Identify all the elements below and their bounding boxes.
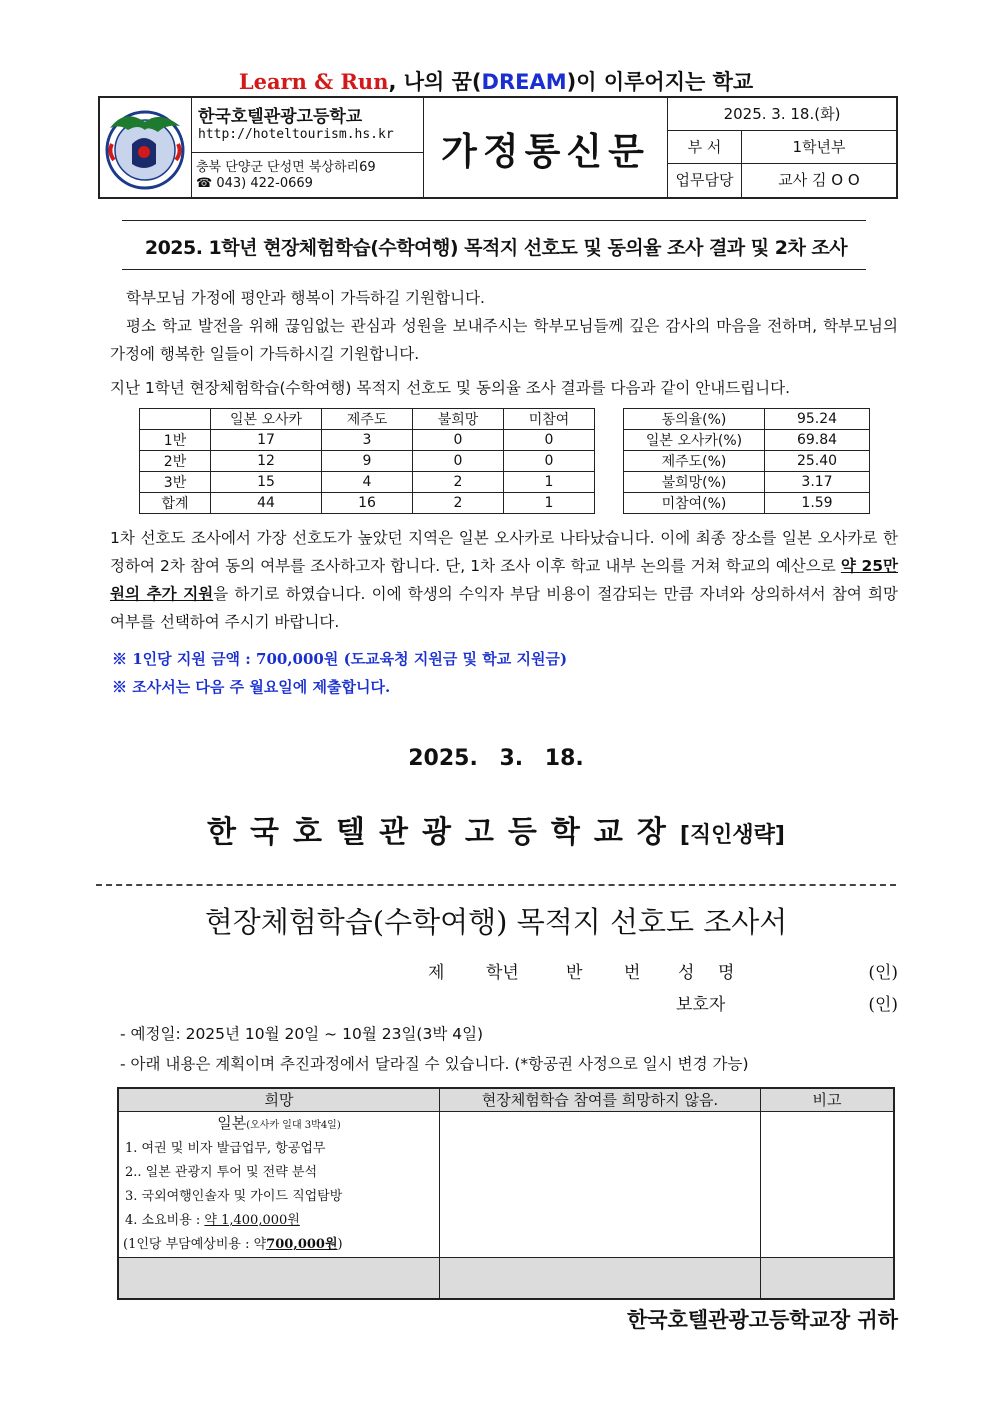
results-cell: 9 bbox=[322, 451, 413, 472]
student-seal: (인) bbox=[868, 963, 898, 983]
slogan-text: , 나의 꿈( bbox=[388, 70, 482, 94]
manager-label: 업무담당 bbox=[668, 164, 742, 197]
rate-value: 3.17 bbox=[765, 472, 870, 493]
slogan-dream: DREAM bbox=[481, 70, 567, 94]
results-header-cell: 일본 오사카 bbox=[211, 409, 322, 430]
option-title: 일본 bbox=[217, 1114, 247, 1132]
results-cell: 44 bbox=[211, 493, 322, 514]
rate-label: 불희망(%) bbox=[624, 472, 765, 493]
table-row bbox=[624, 493, 870, 514]
results-cell: 0 bbox=[504, 430, 595, 451]
results-cell: 3 bbox=[322, 430, 413, 451]
cost-value: 약 1,400,000원 bbox=[204, 1213, 300, 1228]
divider bbox=[192, 152, 424, 153]
table-row bbox=[624, 430, 870, 451]
principal-signature bbox=[0, 807, 992, 851]
burden-value: 700,000원 bbox=[266, 1237, 338, 1252]
results-cell: 0 bbox=[413, 451, 504, 472]
burden-label: (1인당 부담예상비용 : 약 bbox=[123, 1237, 267, 1252]
cost-label: 4. 소요비용 : bbox=[125, 1213, 205, 1228]
col-not-hope: 현장체험학습 참여를 희망하지 않음. bbox=[440, 1088, 761, 1112]
subject-title: 2025. 1학년 현장체험학습(수학여행) 목적지 선호도 및 동의율 조사 결과 및 2차 조사 bbox=[144, 237, 848, 259]
col-hope: 희망 bbox=[118, 1088, 440, 1112]
intro-paragraph: 지난 1학년 현장체험학습(수학여행) 목적지 선호도 및 동의율 조사 결과를 다음과 같이 안내드립니다. bbox=[110, 379, 791, 397]
rate-label: 제주도(%) bbox=[624, 451, 765, 472]
schedule: - 예정일: 2025년 10월 20일 ~ 10월 23일(3박 4일) bbox=[120, 1025, 484, 1043]
option-subtitle: (오사카 일대 3박4일) bbox=[246, 1120, 341, 1131]
check-not-hope-cell[interactable] bbox=[440, 1258, 761, 1300]
main-paragraph bbox=[110, 524, 898, 636]
grade-field-class: 반 bbox=[566, 963, 583, 983]
option-cost bbox=[119, 1209, 439, 1233]
greeting-2: 평소 학교 발전을 위해 끊임없는 관심과 성원을 보내주시는 학부모님들께 깊은 감사의 마음을 전하며, 학부모님의 가정에 행복한 일들이 가득하시길 기원합니다. bbox=[110, 317, 898, 363]
grade-field-number: 번 bbox=[624, 963, 641, 983]
survey-title: 현장체험학습(수학여행) 목적지 선호도 조사서 bbox=[204, 905, 788, 939]
table-row bbox=[624, 409, 870, 430]
dept-value: 1학년부 bbox=[742, 131, 896, 164]
results-header-cell bbox=[140, 409, 211, 430]
results-cell: 4 bbox=[322, 472, 413, 493]
school-info bbox=[192, 98, 424, 197]
letter-header bbox=[98, 96, 898, 199]
rate-value: 69.84 bbox=[765, 430, 870, 451]
note-deadline: ※ 조사서는 다음 주 월요일에 제출합니다. bbox=[112, 678, 391, 696]
footer-date: 2025. 3. 18. bbox=[408, 746, 584, 771]
main-text: 1차 선호도 조사에서 가장 선호도가 높았던 지역은 일본 오사카로 나타났습니다. 이에 최종 장소를 일본 오사카로 한정하여 2차 참여 동의 여부를 조사하고자 합니다. 단, 1차 조사 이후 학교 내부 논의를 거쳐 학교의 예산으로 bbox=[110, 529, 898, 575]
table-row bbox=[140, 451, 595, 472]
option-japan-cell[interactable] bbox=[118, 1112, 440, 1258]
table-row bbox=[624, 472, 870, 493]
subject-rule-bottom bbox=[122, 269, 866, 270]
school-name: 한국호텔관광고등학교 bbox=[198, 107, 363, 127]
slogan bbox=[0, 66, 992, 96]
school-phone: ☎ 043) 422-0669 bbox=[196, 176, 313, 191]
results-cell: 합계 bbox=[140, 493, 211, 514]
col-remarks: 비고 bbox=[761, 1088, 895, 1112]
results-header-cell: 불희망 bbox=[413, 409, 504, 430]
rates-table bbox=[623, 408, 870, 514]
table-row bbox=[624, 451, 870, 472]
check-remarks-cell[interactable] bbox=[761, 1258, 895, 1300]
grade-field-je: 제 bbox=[428, 963, 445, 983]
school-logo bbox=[100, 98, 192, 197]
seal-omitted: [직인생략] bbox=[679, 823, 785, 848]
burden-end: ) bbox=[337, 1237, 343, 1252]
school-address: 충북 단양군 단성면 북상하리69 bbox=[196, 160, 376, 175]
results-cell: 2 bbox=[413, 493, 504, 514]
guardian-seal: (인) bbox=[868, 995, 898, 1015]
support-highlight: 약 25만원의 추가 지원 bbox=[110, 557, 899, 603]
note-support-amount: ※ 1인당 지원 금액 : 700,000원 (도교육청 지원금 및 학교 지원금) bbox=[112, 650, 568, 668]
table-row bbox=[140, 472, 595, 493]
results-cell: 15 bbox=[211, 472, 322, 493]
results-cell: 0 bbox=[413, 430, 504, 451]
slogan-text-end: )이 이루어지는 학교 bbox=[566, 70, 754, 94]
results-cell: 2 bbox=[413, 472, 504, 493]
manager-value: 교사 김 O O bbox=[778, 171, 860, 189]
table-row bbox=[140, 493, 595, 514]
option-item: 3. 국외여행인솔자 및 가이드 직업탐방 bbox=[125, 1189, 343, 1204]
document-title: 가정통신문 bbox=[424, 98, 668, 197]
rate-value: 95.24 bbox=[765, 409, 870, 430]
table-row bbox=[140, 430, 595, 451]
option-title-line bbox=[119, 1112, 439, 1137]
school-url[interactable]: http://hoteltourism.hs.kr bbox=[198, 127, 394, 142]
results-cell: 3반 bbox=[140, 472, 211, 493]
results-cell: 12 bbox=[211, 451, 322, 472]
rate-label: 미참여(%) bbox=[624, 493, 765, 514]
option-burden bbox=[119, 1233, 439, 1257]
cut-line bbox=[96, 884, 896, 886]
option-item: 1. 여권 및 비자 발급업무, 항공업무 bbox=[125, 1141, 326, 1156]
results-cell: 1 bbox=[504, 472, 595, 493]
main-text-end: 을 하기로 하였습니다. 이에 학생의 수익자 부담 비용이 절감되는 만큼 자녀와 상의하셔서 참여 희망 여부를 선택하여 주시기 바랍니다. bbox=[110, 585, 898, 631]
guardian-label: 보호자 bbox=[676, 995, 726, 1015]
grade-field-grade: 학년 bbox=[486, 963, 519, 983]
issue-date: 2025. 3. 18.(화) bbox=[668, 98, 896, 131]
greeting: 학부모님 가정에 평안과 행복이 가득하길 기원합니다. bbox=[126, 289, 485, 307]
check-hope-cell[interactable] bbox=[118, 1258, 440, 1300]
rate-value: 25.40 bbox=[765, 451, 870, 472]
survey-table bbox=[117, 1087, 895, 1300]
plan-notice: - 아래 내용은 계획이며 추진과정에서 달라질 수 있습니다. (*항공권 사정으로 일시 변경 가능) bbox=[120, 1055, 749, 1073]
grade-field-name1: 성 bbox=[678, 963, 695, 983]
results-header-cell: 미참여 bbox=[504, 409, 595, 430]
results-cell: 0 bbox=[504, 451, 595, 472]
results-cell: 16 bbox=[322, 493, 413, 514]
option-item: 2.. 일본 관광지 투어 및 전략 분석 bbox=[125, 1165, 318, 1180]
not-hope-cell[interactable] bbox=[440, 1112, 761, 1258]
dept-label: 부 서 bbox=[668, 131, 742, 164]
grade-field-name2: 명 bbox=[718, 963, 735, 983]
results-cell: 2반 bbox=[140, 451, 211, 472]
slogan-english: Learn & Run bbox=[238, 69, 389, 94]
results-cell: 1 bbox=[504, 493, 595, 514]
results-header-cell: 제주도 bbox=[322, 409, 413, 430]
results-table bbox=[139, 408, 595, 514]
rate-value: 1.59 bbox=[765, 493, 870, 514]
remarks-cell[interactable] bbox=[761, 1112, 895, 1258]
rate-label: 동의율(%) bbox=[624, 409, 765, 430]
subject-rule-top bbox=[122, 220, 866, 221]
principal-name: 한국호텔관광고등학교장 bbox=[207, 815, 680, 850]
addressee: 한국호텔관광고등학교장 귀하 bbox=[626, 1307, 898, 1332]
school-emblem-icon bbox=[100, 98, 190, 197]
results-cell: 1반 bbox=[140, 430, 211, 451]
results-cell: 17 bbox=[211, 430, 322, 451]
rate-label: 일본 오사카(%) bbox=[624, 430, 765, 451]
